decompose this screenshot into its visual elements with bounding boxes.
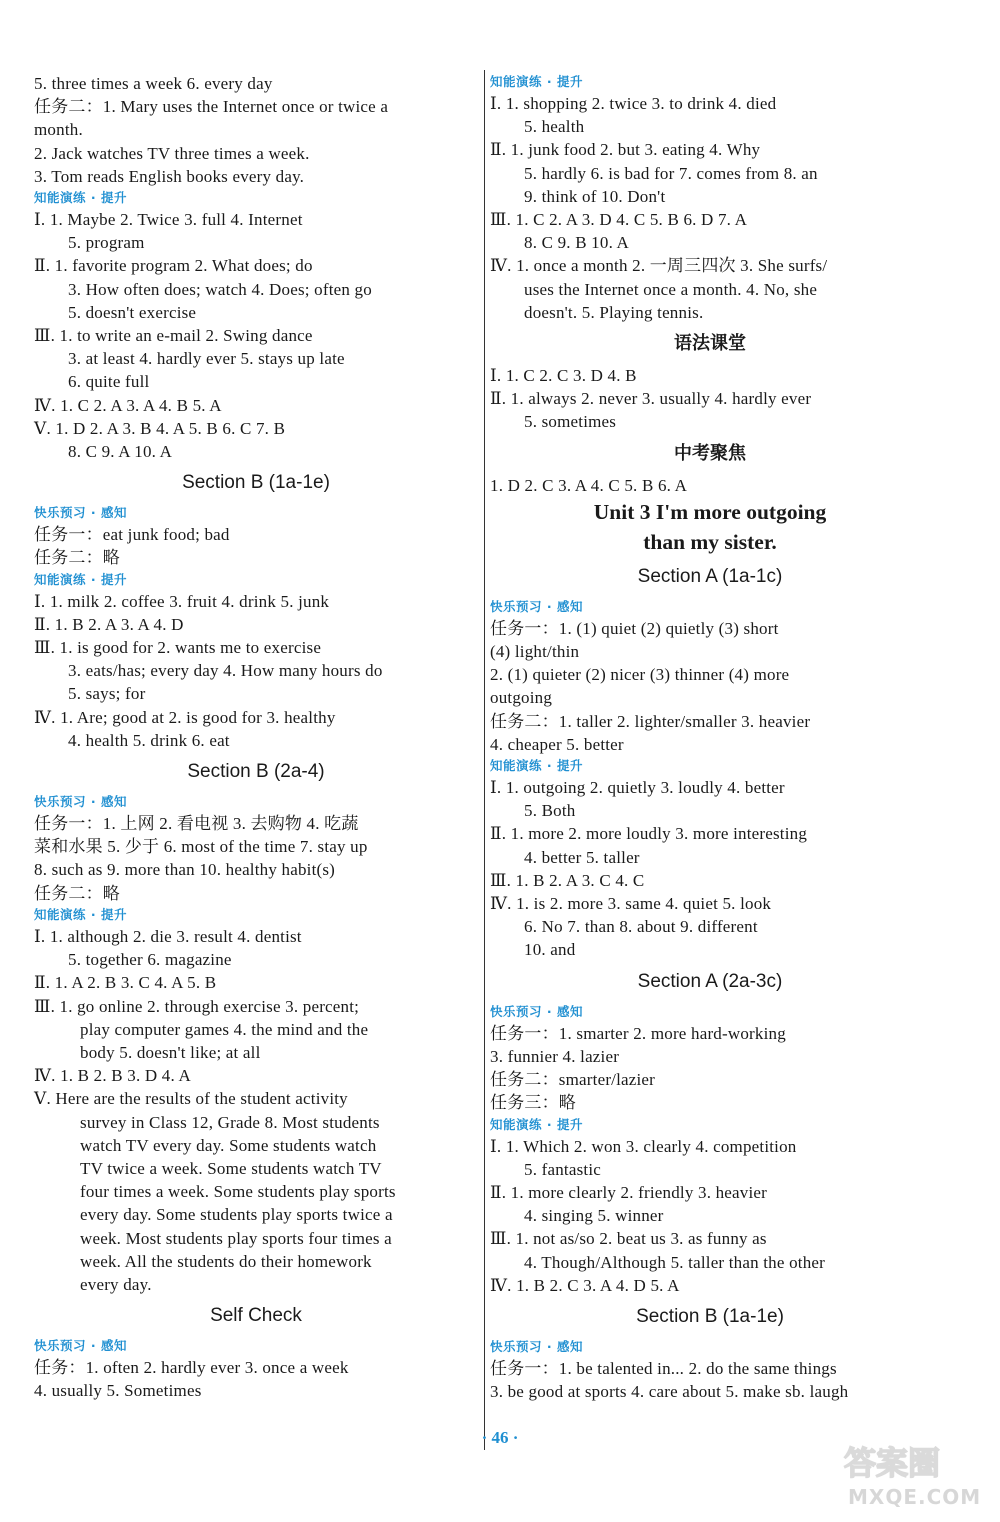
answer-line: Ⅱ. 1. more 2. more loudly 3. more interesting — [490, 824, 808, 844]
answer-line: Ⅱ. 1. favorite program 2. What does; do — [34, 256, 313, 276]
answer-line: 任务一：1. 上网 2. 看电视 3. 去购物 4. 吃蔬 — [34, 814, 359, 834]
answer-line: outgoing — [490, 688, 553, 708]
answer-line: 3. How often does; watch 4. Does; often go — [68, 279, 372, 299]
answer-line: 菜和水果 5. 少于 6. most of the time 7. stay up — [34, 837, 368, 857]
answer-line: Ⅰ. 1. milk 2. coffee 3. fruit 4. drink 5. junk — [34, 591, 330, 611]
subsection-label: 知能演练 · 提升 — [34, 190, 127, 206]
answer-line: 4. usually 5. Sometimes — [34, 1381, 202, 1401]
left-column — [34, 72, 478, 1403]
answer-line: 3. funnier 4. lazier — [490, 1046, 620, 1066]
section-heading: 中考聚焦 — [674, 442, 746, 464]
answer-line: 3. at least 4. hardly ever 5. stays up late — [68, 349, 345, 369]
answer-line: 任务二：1. taller 2. lighter/smaller 3. heavier — [490, 711, 811, 731]
answer-line: Ⅰ. 1. although 2. die 3. result 4. dentist — [34, 926, 302, 946]
answer-line: Ⅰ. 1. Maybe 2. Twice 3. full 4. Internet — [34, 210, 303, 230]
answer-line: Ⅲ. 1. is good for 2. wants me to exercise — [34, 638, 322, 658]
subsection-label: 知能演练 · 提升 — [34, 571, 127, 587]
answer-line: 4. health 5. drink 6. eat — [68, 730, 230, 750]
answer-line: 任务一：1. be talented in... 2. do the same things — [490, 1358, 837, 1378]
subsection-label: 知能演练 · 提升 — [490, 758, 583, 774]
answer-line: 4. singing 5. winner — [524, 1206, 664, 1226]
answer-line: (4) light/thin — [490, 642, 580, 662]
answer-line: 5. three times a week 6. every day — [34, 74, 273, 93]
answer-line: Ⅳ. 1. B 2. C 3. A 4. D 5. A — [490, 1275, 680, 1295]
answer-line: 4. better 5. taller — [524, 847, 640, 867]
answer-line: Ⅱ. 1. A 2. B 3. C 4. A 5. B — [34, 973, 217, 993]
answer-line: 5. doesn't exercise — [68, 302, 197, 322]
right-column — [490, 72, 930, 1403]
answer-line: play computer games 4. the mind and the — [80, 1019, 369, 1039]
answer-line: 任务三：略 — [490, 1093, 576, 1113]
answer-line: Ⅲ. 1. not as/so 2. beat us 3. as funny as — [490, 1229, 767, 1249]
answer-line: 6. quite full — [68, 372, 150, 392]
answer-line: Ⅳ. 1. Are; good at 2. is good for 3. healthy — [34, 707, 336, 727]
unit-title: Unit 3 I'm more outgoing — [593, 499, 827, 524]
watermark-logo — [836, 1434, 986, 1514]
subsection-label: 快乐预习 · 感知 — [34, 505, 127, 521]
answer-line: 任务二：略 — [34, 548, 120, 568]
answer-line: Ⅳ. 1. once a month 2. 一周三四次 3. She surfs/ — [490, 256, 828, 276]
section-heading: 语法课堂 — [674, 333, 746, 355]
answer-line: 5. hardly 6. is bad for 7. comes from 8. an — [524, 163, 818, 183]
answer-line: 任务二：略 — [34, 883, 120, 903]
subsection-label: 快乐预习 · 感知 — [490, 598, 583, 614]
answer-line: 5. says; for — [68, 684, 146, 704]
answer-line: Ⅴ. 1. D 2. A 3. B 4. A 5. B 6. C 7. B — [34, 418, 286, 438]
section-heading: Section B (1a-1e) — [636, 1305, 784, 1327]
answer-line: week. Most students play sports four times a — [80, 1228, 392, 1248]
page-number: · 46 · — [481, 1428, 519, 1447]
answer-line: Ⅱ. 1. junk food 2. but 3. eating 4. Why — [490, 140, 761, 160]
unit-title: than my sister. — [643, 529, 777, 554]
answer-line: Ⅳ. 1. C 2. A 3. A 4. B 5. A — [34, 395, 222, 415]
section-heading: Self Check — [210, 1305, 302, 1327]
answer-line: 2. Jack watches TV three times a week. — [34, 143, 310, 163]
answer-line: week. All the students do their homework — [80, 1251, 372, 1271]
answer-line: watch TV every day. Some students watch — [80, 1135, 377, 1155]
answer-line: 5. together 6. magazine — [68, 950, 232, 970]
answer-line: 5. sometimes — [524, 412, 617, 432]
subsection-label: 快乐预习 · 感知 — [490, 1003, 583, 1019]
section-heading: Section B (1a-1e) — [182, 472, 330, 494]
answer-line: 2. (1) quieter (2) nicer (3) thinner (4) more — [490, 665, 790, 685]
answer-line: every day. Some students play sports twice a — [80, 1205, 393, 1225]
answer-line: Ⅰ. 1. shopping 2. twice 3. to drink 4. died — [490, 94, 777, 113]
answer-line: Ⅱ. 1. more clearly 2. friendly 3. heavier — [490, 1182, 768, 1202]
subsection-label: 快乐预习 · 感知 — [34, 1338, 127, 1354]
answer-line: 任务一：1. (1) quiet (2) quietly (3) short — [490, 618, 779, 638]
answer-line: 4. Though/Although 5. taller than the other — [524, 1252, 826, 1272]
answer-line: month. — [34, 120, 83, 140]
answer-line: 任务二：smarter/lazier — [490, 1070, 656, 1090]
answer-line: 3. be good at sports 4. care about 5. make sb. laugh — [490, 1382, 849, 1402]
answer-line: 4. cheaper 5. better — [490, 734, 624, 754]
answer-line: Ⅰ. 1. outgoing 2. quietly 3. loudly 4. better — [490, 778, 785, 798]
answer-line: 5. program — [68, 233, 145, 253]
answer-line: Ⅲ. 1. B 2. A 3. C 4. C — [490, 870, 645, 890]
answer-line: 5. fantastic — [524, 1159, 601, 1179]
answer-line: 任务：1. often 2. hardly ever 3. once a week — [34, 1358, 349, 1378]
column-divider — [484, 70, 485, 1450]
answer-line: Ⅲ. 1. to write an e-mail 2. Swing dance — [34, 326, 313, 346]
answer-line: 任务一：1. smarter 2. more hard-working — [490, 1023, 786, 1043]
watermark-title: 答案圈 — [844, 1444, 941, 1482]
answer-line: Ⅲ. 1. C 2. A 3. D 4. C 5. B 6. D 7. A — [490, 210, 748, 230]
subsection-label: 快乐预习 · 感知 — [34, 794, 127, 810]
answer-line: body 5. doesn't like; at all — [80, 1042, 261, 1062]
answer-line: 5. Both — [524, 801, 576, 821]
answer-line: 3. Tom reads English books every day. — [34, 166, 305, 186]
answer-line: Ⅱ. 1. B 2. A 3. A 4. D — [34, 614, 184, 634]
answer-line: Ⅰ. 1. Which 2. won 3. clearly 4. competition — [490, 1136, 797, 1156]
section-heading: Section A (2a-3c) — [637, 970, 783, 992]
answer-line: 8. C 9. A 10. A — [68, 442, 173, 462]
answer-line: Ⅱ. 1. always 2. never 3. usually 4. hardly ever — [490, 389, 812, 409]
answer-line: Ⅲ. 1. go online 2. through exercise 3. percent; — [34, 996, 360, 1016]
answer-line: four times a week. Some students play sports — [80, 1182, 396, 1202]
answer-line: 任务二：1. Mary uses the Internet once or twice a — [34, 97, 389, 117]
subsection-label: 快乐预习 · 感知 — [490, 1338, 583, 1354]
answer-line: 3. eats/has; every day 4. How many hours do — [68, 661, 383, 681]
answer-line: Ⅴ. Here are the results of the student activity — [34, 1089, 348, 1109]
answer-line: 8. C 9. B 10. A — [524, 233, 630, 253]
answer-line: Ⅳ. 1. B 2. B 3. D 4. A — [34, 1066, 191, 1086]
answer-line: doesn't. 5. Playing tennis. — [524, 302, 704, 322]
answer-line: survey in Class 12, Grade 8. Most students — [80, 1112, 380, 1132]
answer-line: 5. health — [524, 117, 585, 137]
subsection-label: 知能演练 · 提升 — [34, 906, 127, 922]
answer-line: every day. — [80, 1274, 152, 1294]
answer-line: TV twice a week. Some students watch TV — [80, 1158, 382, 1178]
section-heading: Section B (2a-4) — [187, 761, 325, 783]
answer-line: 9. think of 10. Don't — [524, 186, 666, 206]
subsection-label: 知能演练 · 提升 — [490, 1116, 583, 1132]
answer-line: uses the Internet once a month. 4. No, she — [524, 279, 818, 299]
answer-line: 1. D 2. C 3. A 4. C 5. B 6. A — [490, 475, 688, 495]
answer-line: 8. such as 9. more than 10. healthy habit(s) — [34, 860, 336, 880]
answer-line: Ⅰ. 1. C 2. C 3. D 4. B — [490, 366, 637, 386]
answer-line: 10. and — [524, 940, 576, 960]
answer-line: 任务一：eat junk food; bad — [34, 525, 230, 545]
watermark-url: MXQE.COM — [848, 1485, 982, 1509]
answer-line: 6. No 7. than 8. about 9. different — [524, 917, 758, 937]
subsection-label: 知能演练 · 提升 — [490, 74, 583, 89]
section-heading: Section A (1a-1c) — [637, 565, 783, 587]
answer-line: Ⅳ. 1. is 2. more 3. same 4. quiet 5. look — [490, 894, 772, 914]
